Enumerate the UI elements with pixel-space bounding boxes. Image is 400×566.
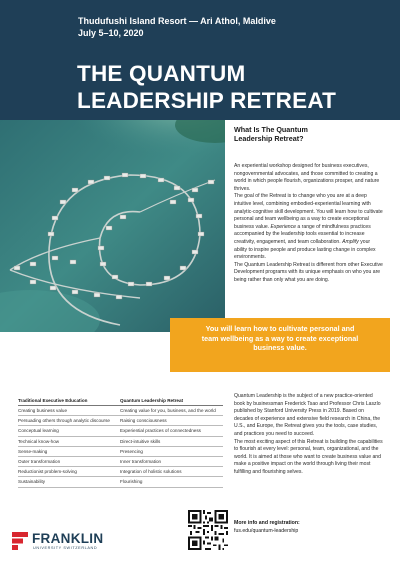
comparison-table [18, 398, 223, 488]
quantum-cell: Raising consciousness [120, 418, 167, 424]
event-dates: July 5–10, 2020 [78, 28, 144, 38]
quantum-cell: Direct-intuitive skills [120, 438, 161, 444]
about-body [234, 163, 384, 285]
quantum-cell: Creating value for you, business, and the world [120, 408, 216, 414]
traditional-cell: Sustainability [18, 479, 46, 485]
quantum-cell: Inner transformation [120, 459, 162, 465]
traditional-cell: Technical know-how [18, 438, 60, 444]
page-title [77, 60, 336, 114]
logo-name: FRANKLIN [32, 531, 104, 546]
franklin-crest-icon [12, 532, 28, 550]
quantum-cell: Flourishing [120, 479, 143, 485]
logo-subtitle: UNIVERSITY SWITZERLAND [33, 546, 98, 550]
traditional-cell: Conceptual learning [18, 428, 59, 434]
resort-aerial-photo [0, 120, 225, 332]
traditional-cell: Outer transformation [18, 459, 61, 465]
callout-box [170, 318, 390, 372]
registration-link[interactable]: fus.edu/quantum-leadership [234, 527, 299, 534]
about-section [234, 125, 384, 285]
book-paragraph-1: Quantum Leadership is the subject of a new practice-oriented book by businessman Frederick Tsao and Professor Chris Laszlo published by Stanford University Press in 2019. Based on decades of experience and extensive field research in China, the U.S., and Europe, the Retreat gives you the tools, case studies, and practices you need to succeed. [234, 393, 381, 437]
contact-info [234, 520, 300, 535]
header-band [0, 0, 400, 120]
about-paragraph-2-middle: a range of mindfulness practices accompanied by the leadership tools essential to increase creativity, engagement, and team collaboration. [234, 223, 371, 245]
about-paragraph-1: An experiential workshop designed for business executives, nongovernmental advocates, and those committed to creating a world in which people flourish, organizations prosper, and nature thrives. [234, 163, 380, 192]
emphasis-experience: Experience [270, 223, 297, 230]
about-paragraph-2-end: your ability to inspire people and produce lasting change in complex environments. [234, 238, 376, 261]
quantum-cell: Presencing [120, 448, 143, 454]
title-line-1: THE QUANTUM [77, 61, 246, 86]
header-quantum: Quantum Leadership Retreat [120, 398, 184, 403]
about-heading-line-1: What Is The Quantum [234, 125, 308, 134]
table-header [18, 398, 223, 406]
event-location: Thudufushi Island Resort — Ari Athol, Maldive [78, 16, 276, 26]
table-row [18, 406, 223, 416]
table-row [18, 447, 223, 457]
about-heading-line-2: Leadership Retreat? [234, 134, 304, 143]
franklin-logo [12, 531, 112, 555]
contact-label: More info and registration: [234, 520, 300, 526]
table-row [18, 457, 223, 467]
table-row [18, 477, 223, 487]
traditional-cell: Reductionist problem-solving [18, 469, 77, 475]
about-heading [234, 125, 384, 143]
table-row [18, 426, 223, 436]
title-line-2: LEADERSHIP RETREAT [77, 88, 337, 113]
traditional-cell: Creating business value [18, 408, 68, 414]
about-paragraph-2-intro: The goal of the Retreat is to change who you are at a deep intuitive level, combining embodied-experiential learning with analytic-cognitive skill development. You will learn how to cultivate personal and team wellbeing as a way to create exceptional business value. [234, 193, 383, 230]
table-row [18, 416, 223, 426]
book-paragraph-2: The most exciting aspect of this Retreat is building the capabilities to flourish at every level: personal, team, organizational, and the world. It is aimed at those who want to create business value and make a positive impact on the world through living their most fulfilling and flourishing selves. [234, 438, 383, 475]
traditional-cell: Sense-making [18, 448, 48, 454]
book-section [234, 393, 384, 477]
table-row [18, 467, 223, 477]
callout-text: You will learn how to cultivate personal and team wellbeing as a way to create exceptional business value. [201, 324, 359, 352]
emphasis-amplify: Amplify [342, 238, 359, 245]
about-paragraph-2 [234, 193, 384, 261]
header-traditional: Traditional Executive Education [18, 398, 88, 403]
traditional-cell: Persuading others through analytic discourse [18, 418, 110, 424]
about-paragraph-3: The Quantum Leadership Retreat is different from other Executive Development programs with its unique emphasis on who you are being rather than only what you are doing. [234, 261, 383, 283]
quantum-cell: Integration of holistic solutions [120, 469, 182, 475]
qr-code[interactable] [188, 510, 228, 550]
quantum-cell: Experiential practices of connectedness [120, 428, 201, 434]
table-row [18, 437, 223, 447]
